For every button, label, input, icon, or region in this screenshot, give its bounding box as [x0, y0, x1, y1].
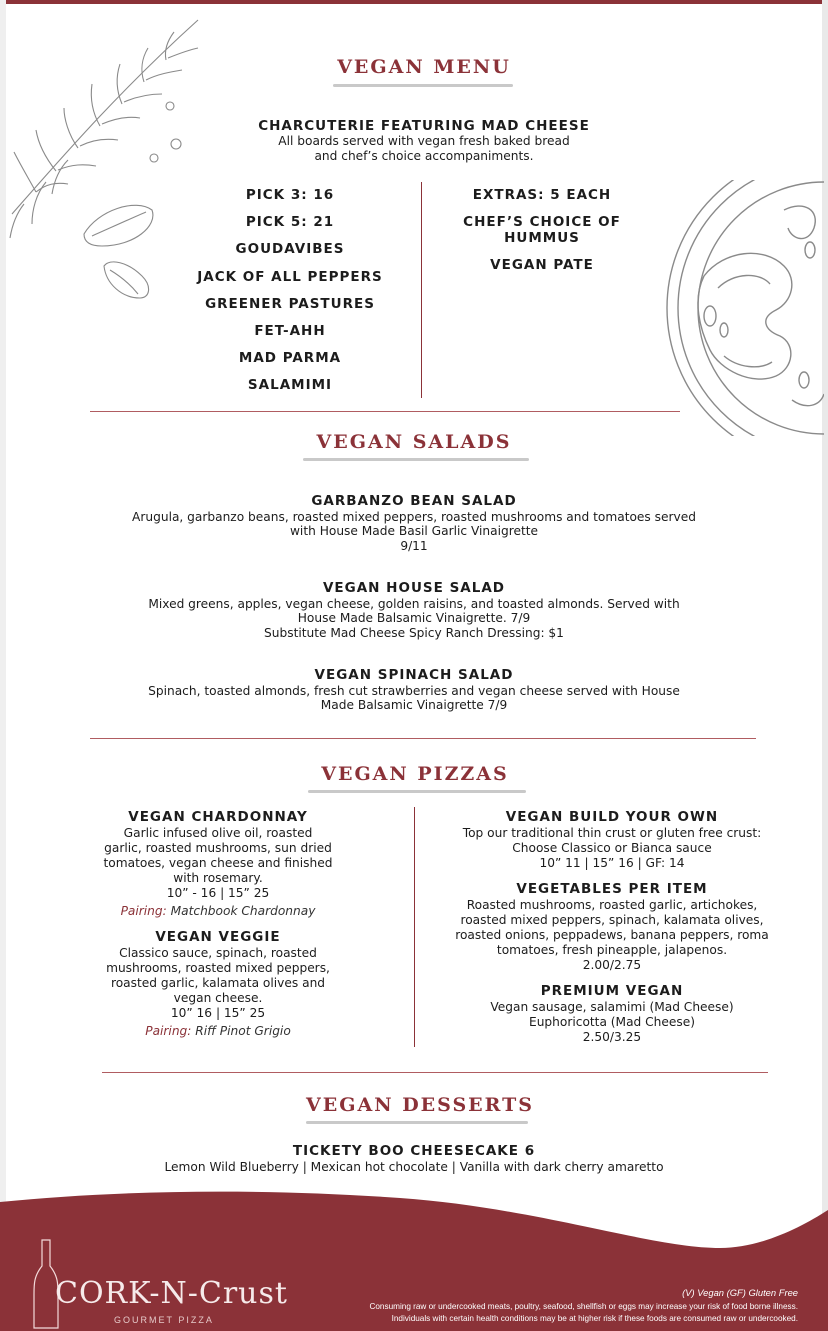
- salad-desc: with House Made Basil Garlic Vinaigrette: [289, 524, 539, 538]
- charcuterie-item: JACK OF ALL PEPPERS: [197, 269, 383, 285]
- desserts-title: VEGAN DESSERTS: [306, 1094, 534, 1116]
- title-underline: [303, 458, 529, 461]
- logo-wordmark: CORK-N-Crust: [55, 1276, 288, 1311]
- pairing-wine: Riff Pinot Grigio: [195, 1024, 291, 1038]
- pizza-desc: roasted garlic, kalamata olives and: [110, 976, 326, 990]
- pizza-desc: garlic, roasted mushrooms, sun dried: [104, 841, 332, 855]
- pizza-desc: vegan cheese.: [173, 991, 263, 1005]
- pizza-pairing: [92, 1024, 344, 1038]
- extras-item: VEGAN PATE: [490, 257, 594, 273]
- salad-desc: Spinach, toasted almonds, fresh cut strawberries and vegan cheese served with House: [148, 684, 680, 698]
- salad-name: GARBANZO BEAN SALAD: [311, 493, 517, 509]
- extras-item: HUMMUS: [504, 230, 580, 246]
- pizza-name: VEGAN VEGGIE: [155, 929, 281, 945]
- pizza-desc: mushrooms, roasted mixed peppers,: [106, 961, 330, 975]
- pizza-desc: Garlic infused olive oil, roasted: [123, 826, 313, 840]
- pizza-desc: Choose Classico or Bianca sauce: [512, 841, 712, 855]
- salad-desc: Arugula, garbanzo beans, roasted mixed peppers, roasted mushrooms and tomatoes served: [132, 510, 696, 524]
- rosemary-garlic-illustration: [6, 14, 206, 304]
- salad-desc: Substitute Mad Cheese Spicy Ranch Dressing: $1: [264, 626, 564, 640]
- dietary-legend: (V) Vegan (GF) Gluten Free: [682, 1287, 798, 1298]
- salad-desc: Made Balsamic Vinaigrette 7/9: [320, 698, 508, 712]
- charcuterie-item: PICK 5: 21: [245, 214, 335, 230]
- salad-name: VEGAN SPINACH SALAD: [314, 667, 514, 683]
- charcuterie-desc-2: and chef’s choice accompaniments.: [314, 149, 534, 163]
- pizza-desc: roasted mixed peppers, spinach, kalamata olives,: [460, 913, 764, 927]
- charcuterie-item: PICK 3: 16: [245, 187, 335, 203]
- pizza-price: 10” 11 | 15” 16 | GF: 14: [539, 856, 685, 870]
- divider: [90, 738, 756, 739]
- pizzas-title: VEGAN PIZZAS: [321, 763, 509, 785]
- pizza-illustration: [664, 180, 824, 436]
- charcuterie-item: MAD PARMA: [238, 350, 342, 366]
- menu-title: VEGAN MENU: [337, 56, 511, 78]
- pizza-name: VEGAN CHARDONNAY: [128, 809, 308, 825]
- pizza-desc: Roasted mushrooms, roasted garlic, artichokes,: [466, 898, 758, 912]
- extras-item: EXTRAS: 5 EACH: [472, 187, 612, 203]
- disclaimer-line-1: Consuming raw or undercooked meats, poultry, seafood, shellfish or eggs may increase your risk of food borne illness.: [369, 1302, 798, 1311]
- charcuterie-item: GREENER PASTURES: [205, 296, 375, 312]
- pizza-desc: Vegan sausage, salamimi (Mad Cheese): [490, 1000, 734, 1014]
- salad-desc: Mixed greens, apples, vegan cheese, golden raisins, and toasted almonds. Served with: [148, 597, 680, 611]
- charcuterie-item: FET-AHH: [254, 323, 326, 339]
- pizza-price: 2.00/2.75: [582, 958, 642, 972]
- pizza-name: VEGAN BUILD YOUR OWN: [505, 809, 719, 825]
- pizza-price: 10” - 16 | 15” 25: [166, 886, 270, 900]
- pizza-desc: Euphoricotta (Mad Cheese): [529, 1015, 695, 1029]
- divider: [102, 1072, 768, 1073]
- top-bar: [0, 0, 828, 4]
- salad-name: VEGAN HOUSE SALAD: [322, 580, 505, 596]
- logo-subtitle: GOURMET PIZZA: [114, 1315, 214, 1325]
- dessert-name: TICKETY BOO CHEESECAKE 6: [292, 1143, 536, 1159]
- salad-price: 9/11: [400, 539, 428, 553]
- pairing-wine: Matchbook Chardonnay: [170, 904, 316, 918]
- pizza-desc: roasted onions, peppadews, banana peppers, roma: [455, 928, 769, 942]
- charcuterie-item: GOUDAVIBES: [235, 241, 345, 257]
- disclaimer-line-2: Individuals with certain health conditions may be at higher risk if these foods are consumed raw or undercooked.: [391, 1314, 798, 1323]
- pizza-desc: tomatoes, vegan cheese and finished: [103, 856, 333, 870]
- charcuterie-item: SALAMIMI: [247, 377, 333, 393]
- pizza-price: 2.50/3.25: [582, 1030, 642, 1044]
- pizza-desc: Top our traditional thin crust or gluten free crust:: [462, 826, 762, 840]
- salads-title: VEGAN SALADS: [316, 431, 512, 453]
- pizza-desc: Classico sauce, spinach, roasted: [119, 946, 317, 960]
- column-divider: [421, 182, 422, 398]
- title-underline: [308, 790, 526, 793]
- salad-desc: House Made Balsamic Vinaigrette. 7/9: [297, 611, 531, 625]
- pairing-label: Pairing:: [145, 1024, 192, 1038]
- pizza-pairing: [92, 904, 344, 918]
- title-underline: [333, 84, 513, 87]
- charcuterie-heading: CHARCUTERIE FEATURING MAD CHEESE: [258, 118, 590, 134]
- pizza-name: VEGETABLES PER ITEM: [516, 881, 708, 897]
- dessert-flavors: Lemon Wild Blueberry | Mexican hot chocolate | Vanilla with dark cherry amaretto: [164, 1160, 664, 1174]
- divider: [90, 411, 680, 412]
- pizza-price: 10” 16 | 15” 25: [170, 1006, 266, 1020]
- pizza-desc: with rosemary.: [173, 871, 263, 885]
- pizza-name: PREMIUM VEGAN: [540, 983, 684, 999]
- extras-item: CHEF’S CHOICE OF: [463, 214, 621, 230]
- pizza-desc: tomatoes, fresh pineapple, jalapenos.: [496, 943, 728, 957]
- charcuterie-desc-1: All boards served with vegan fresh baked bread: [278, 134, 570, 148]
- column-divider: [414, 807, 415, 1047]
- title-underline: [306, 1121, 528, 1124]
- pairing-label: Pairing:: [120, 904, 167, 918]
